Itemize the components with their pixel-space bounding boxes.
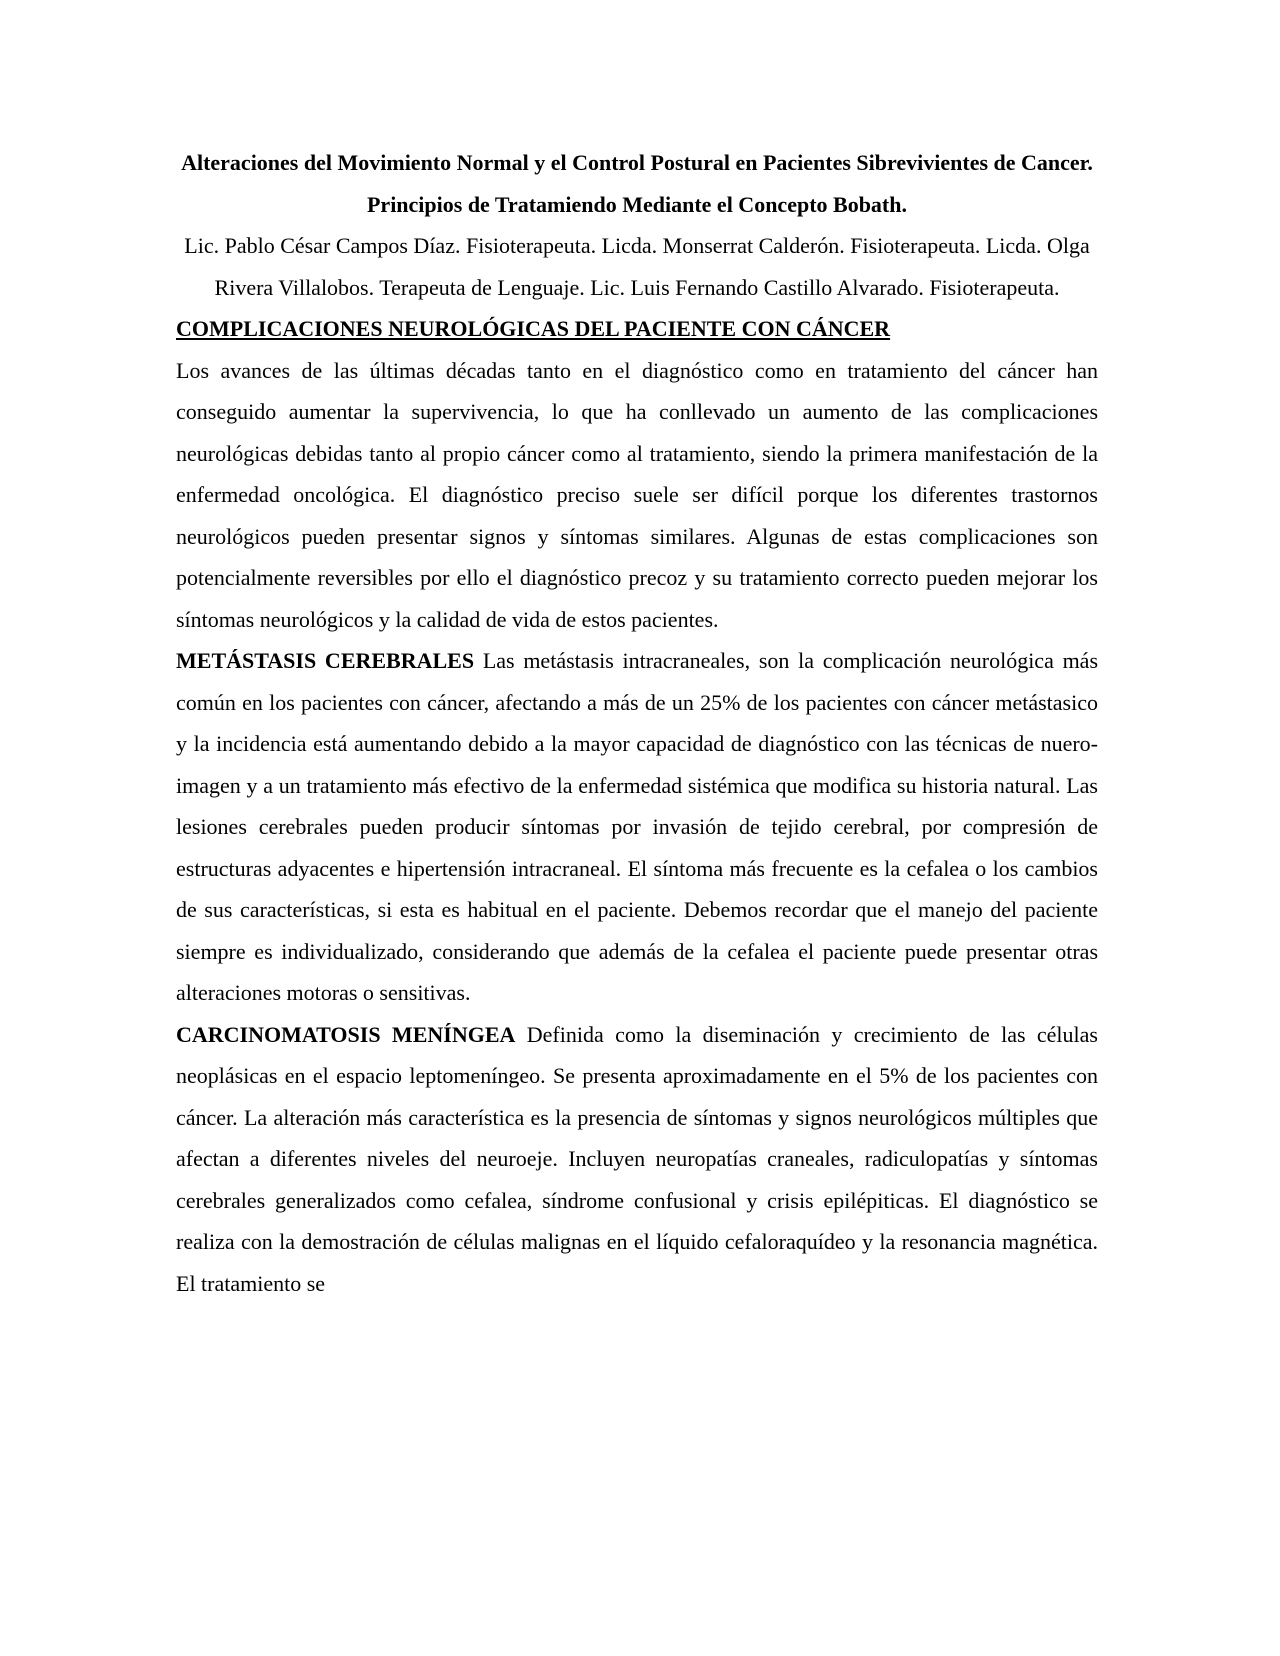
carcinomatosis-paragraph <box>176 1014 1098 1305</box>
metastasis-heading: METÁSTASIS CEREBRALES <box>176 648 475 673</box>
document-title: Alteraciones del Movimiento Normal y el Control Postural en Pacientes Sibrevivientes de Cancer. Principios de Tratamiendo Mediante el Concepto Bobath. <box>181 150 1093 217</box>
document-page <box>176 142 1098 1304</box>
carcinomatosis-heading: CARCINOMATOSIS MENÍNGEA <box>176 1021 516 1047</box>
metastasis-text: Las metástasis intracraneales, son la complicación neurológica más común en los pacientes con cáncer, afectando a más de un 25% de los pacientes con cáncer metástasico y la incidencia está aumentando debido a la mayor capacidad de diagnóstico con las técnicas de nuero-imagen y a un tratamiento más efectivo de la enfermedad sistémica que modifica su historia natural. Las lesiones cerebrales pueden producir síntomas por invasión de tejido cerebral, por compresión de estructuras adyacentes e hipertensión intracraneal. El síntoma más frecuente es la cefalea o los cambios de sus características, si esta es habitual en el paciente. Debemos recordar que el manejo del paciente siempre es individualizado, considerando que además de la cefalea el paciente puede presentar otras alteraciones motoras o sensitivas. <box>176 648 1099 1005</box>
document-authors: Lic. Pablo César Campos Díaz. Fisioterapeuta. Licda. Monserrat Calderón. Fisioterapeuta. Licda. Olga Rivera Villalobos. Terapeuta de Lenguaje. Lic. Luis Fernando Castillo Alvarado. Fisioterapeuta. <box>184 233 1090 300</box>
carcinomatosis-text: Definida como la diseminación y crecimiento de las células neoplásicas en el espacio leptomeníngeo. Se presenta aproximadamente en el 5% de los pacientes con cáncer. La alteración más característica es la presencia de síntomas y signos neurológicos múltiples que afectan a diferentes niveles del neuroeje. Incluyen neuropatías craneales, radiculopatías y síntomas cerebrales generalizados como cefalea, síndrome confusional y crisis epilépiticas. El diagnóstico se realiza con la demostración de células malignas en el líquido cefaloraquídeo y la resonancia magnética. El tratamiento se <box>176 1021 1098 1296</box>
intro-paragraph: Los avances de las últimas décadas tanto en el diagnóstico como en tratamiento del cáncer han conseguido aumentar la supervivencia, lo que ha conllevado un aumento de las complicaciones neurológicas debidas tanto al propio cáncer como al tratamiento, siendo la primera manifestación de la enfermedad oncológica. El diagnóstico preciso suele ser difícil porque los diferentes trastornos neurológicos pueden presentar signos y síntomas similares. Algunas de estas complicaciones son potencialmente reversibles por ello el diagnóstico precoz y su tratamiento correcto pueden mejorar los síntomas neurológicos y la calidad de vida de estos pacientes. <box>176 357 1098 632</box>
metastasis-paragraph <box>176 640 1098 1014</box>
section-heading: COMPLICACIONES NEUROLÓGICAS DEL PACIENTE CON CÁNCER <box>176 316 891 341</box>
